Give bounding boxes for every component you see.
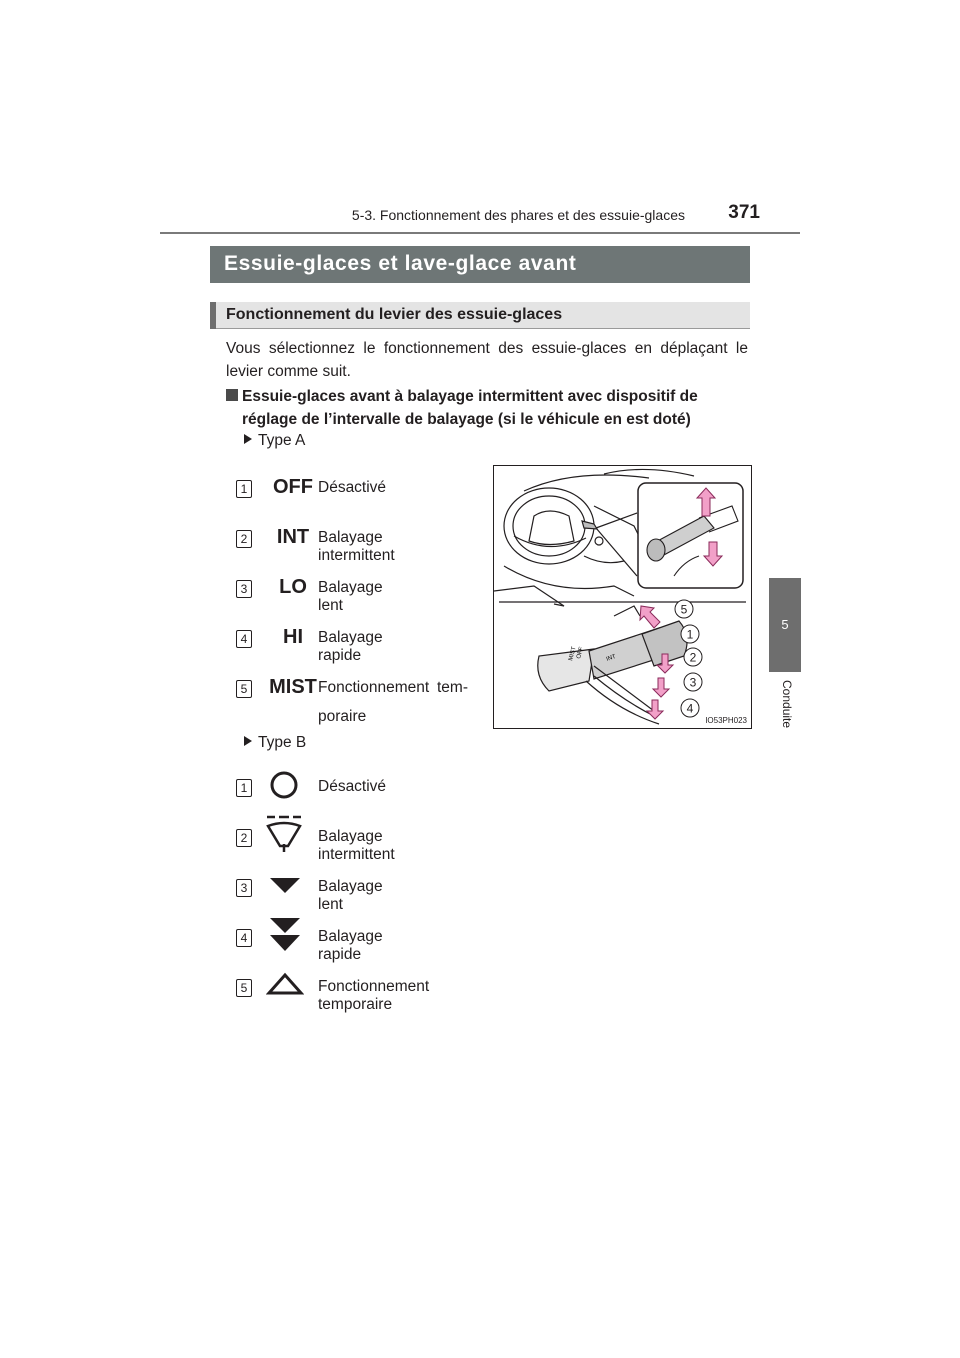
lever-mark-off: OFF	[576, 646, 586, 660]
item-label: Balayage lent	[318, 579, 383, 614]
callout-number: 1	[686, 627, 694, 642]
double-down-triangle-icon	[268, 916, 302, 954]
item-label: Balayage lent	[318, 878, 383, 913]
bullet-heading-text: Essuie-glaces avant à balayage intermittent avec dispositif de réglage de l’intervalle de balayage (si le véhicule en est doté)	[242, 388, 698, 428]
item-number: 2	[236, 829, 252, 847]
right-triangle-icon	[244, 736, 252, 746]
arrow-up-icon	[640, 606, 660, 628]
wiper-lever-figure	[493, 465, 752, 729]
item-number: 1	[236, 480, 252, 498]
type-b-text: Type B	[258, 734, 307, 751]
item-number: 3	[236, 580, 252, 598]
lever-mark-mist: MIST	[568, 646, 578, 662]
mode-symbol: HI	[283, 626, 303, 648]
chapter-label: Conduite	[780, 680, 794, 729]
item-label: Balayage intermittent	[318, 529, 395, 564]
page-number: 371	[728, 202, 760, 223]
mode-symbol: MIST	[269, 676, 317, 698]
wiper-lever-illustration	[494, 466, 751, 728]
item-number: 4	[236, 630, 252, 648]
subtitle-bar	[210, 302, 750, 329]
callout-number: 5	[680, 602, 688, 617]
item-label: Fonctionnement temporaire	[318, 978, 430, 1013]
mode-symbol: OFF	[273, 476, 313, 498]
item-number: 3	[236, 879, 252, 897]
up-triangle-outline-icon	[266, 972, 304, 996]
arrow-down-icon	[653, 678, 669, 697]
item-number: 1	[236, 779, 252, 797]
header-divider	[160, 232, 800, 234]
item-label: Balayage intermittent	[318, 828, 395, 863]
arrow-down-icon	[647, 700, 663, 719]
right-triangle-icon	[244, 434, 252, 444]
item-number: 4	[236, 929, 252, 947]
figure-caption: IO53PH023	[705, 716, 747, 725]
item-label: Balayage rapide	[318, 928, 383, 963]
type-a-label	[244, 432, 305, 450]
item-label-continued: poraire	[318, 708, 367, 725]
item-number: 5	[236, 979, 252, 997]
page-title-bar	[210, 246, 750, 283]
item-number: 2	[236, 530, 252, 548]
mode-symbol: INT	[276, 526, 310, 548]
type-b-label	[244, 734, 306, 752]
lever-mark-int: INT	[605, 653, 617, 663]
item-label: Fonctionnement tem-	[318, 679, 468, 696]
section-header: 5-3. Fonctionnement des phares et des essuie-glaces	[351, 207, 685, 223]
callout-number: 4	[686, 701, 694, 716]
page-title: Essuie-glaces et lave-glace avant	[224, 252, 577, 275]
square-bullet-icon	[226, 389, 238, 401]
subtitle-accent	[210, 302, 216, 329]
bullet-heading	[226, 385, 748, 431]
item-label: Balayage rapide	[318, 629, 383, 664]
item-number: 5	[236, 680, 252, 698]
item-label: Désactivé	[318, 778, 387, 795]
mode-symbol: LO	[279, 576, 307, 598]
callout-number: 3	[689, 675, 697, 690]
single-down-triangle-icon	[268, 876, 302, 896]
type-a-text: Type A	[258, 432, 306, 449]
subtitle: Fonctionnement du levier des essuie-glaces	[226, 306, 563, 323]
circle-off-icon	[269, 770, 299, 800]
item-label: Désactivé	[318, 479, 387, 496]
chapter-tab: 5	[769, 578, 801, 672]
intermittent-wiper-icon	[264, 814, 304, 854]
callout-number: 2	[689, 650, 697, 665]
intro-paragraph: Vous sélectionnez le fonctionnement des essuie-glaces en déplaçant le levier comme suit.	[226, 340, 748, 380]
